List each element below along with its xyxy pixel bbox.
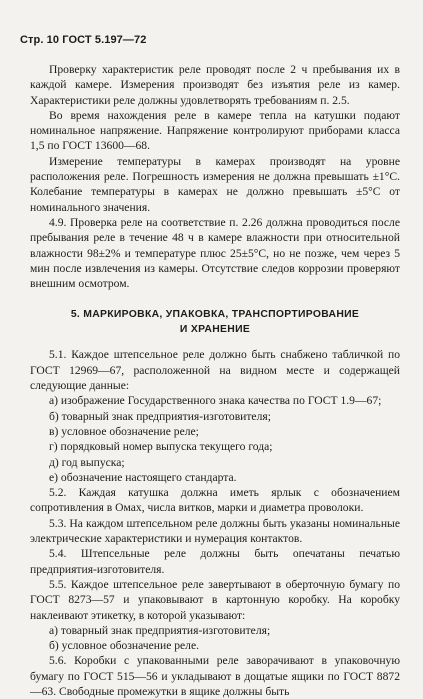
list-item: в) условное обозначение реле;: [49, 424, 199, 438]
section-title-line-1: 5. МАРКИРОВКА, УПАКОВКА, ТРАНСПОРТИРОВАНИЕ: [70, 309, 360, 321]
list-5-5: [30, 623, 400, 654]
list-item: г) порядковый номер выпуска текущего года;: [49, 440, 273, 454]
paragraph-5-6: 5.6. Коробки с упакованными реле заворачивают в упаковочную бумагу по ГОСТ 515—56 и укладывают в дощатые ящики по ГОСТ 8872—63. Свободные промежутки в ящике должны быть: [30, 654, 400, 698]
paragraph: Во время нахождения реле в камере тепла на катушки подают номинальное напряжение. Напряжение контролируют приборами класса 1,5 по ГОСТ 13600—68.: [30, 108, 400, 153]
paragraph-4-9: 4.9. Проверка реле на соответствие п. 2.26 должна проводиться после пребывания реле в течение 48 ч в камере влажности при относительной влажности 98±2% и температуре плюс 25±5°С, но не позже, чем через 5 мин после извлечения из камеры. Отсутствие следов коррозии проверяют внешним осмотром.: [30, 215, 400, 291]
list-item: а) товарный знак предприятия-изготовителя;: [49, 623, 271, 637]
list-5-1: [30, 393, 400, 485]
running-header: Стр. 10 ГОСТ 5.197—72: [20, 34, 147, 46]
paragraph-5-1: 5.1. Каждое штепсельное реле должно быть снабжено табличкой по ГОСТ 12969—67, расположенной на видном месте и содержащей следующие данные:: [30, 348, 400, 393]
paragraph: Проверку характеристик реле проводят после 2 ч пребывания их в каждой камере. Измерения производят без изъятия реле из камер. Характеристики реле должны удовлетворять требованиям п. 2.5.: [30, 63, 400, 107]
paragraph: Измерение температуры в камерах производят на уровне расположения реле. Погрешность измерения не должна превышать ±1°С. Колебание температуры в камерах не должно превышать ±5°С от номинального значения.: [30, 154, 400, 214]
list-item: а) изображение Государственного знака качества по ГОСТ 1.9—67;: [49, 394, 382, 408]
list-item: е) обозначение настоящего стандарта.: [49, 470, 237, 484]
list-item: б) товарный знак предприятия-изготовителя;: [49, 409, 271, 423]
paragraph-5-4: 5.4. Штепсельные реле должны быть опечатаны печатью предприятия-изготовителя.: [30, 547, 400, 576]
paragraph-5-2: 5.2. Каждая катушка должна иметь ярлык с обозначением сопротивления в Омах, числа витков, марки и диаметра проволоки.: [30, 486, 400, 515]
list-item: д) год выпуска;: [49, 455, 125, 469]
paragraph-5-3: 5.3. На каждом штепсельном реле должны быть указаны номинальные электрические характеристики и нумерация контактов.: [30, 516, 400, 546]
section-title-line-2: И ХРАНЕНИЕ: [179, 323, 251, 335]
spacer: [30, 291, 400, 308]
paragraph-5-5: 5.5. Каждое штепсельное реле завертывают в оберточную бумагу по ГОСТ 8273—57 и упаковывают в картонную коробку. На коробку наклеивают этикетку, в которой указывают:: [30, 577, 400, 622]
list-item: б) условное обозначение реле.: [49, 639, 200, 653]
page-body: [30, 62, 400, 699]
spacer: [30, 337, 400, 347]
